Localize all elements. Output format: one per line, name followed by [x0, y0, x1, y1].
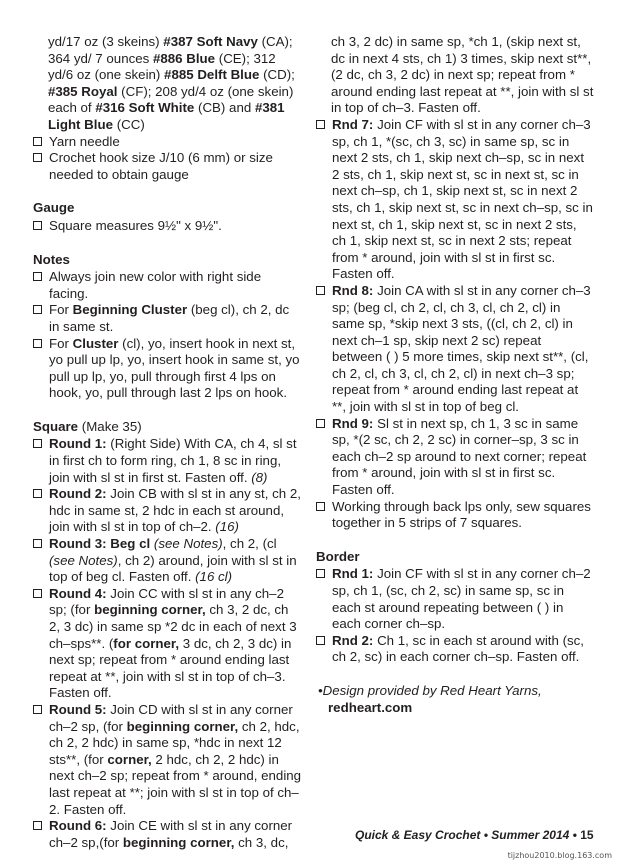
design-credit-url: redheart.com — [328, 699, 413, 715]
round6-continued: ch 3, 2 dc) in same sp, *ch 1, (skip next st, dc in next 4 sts, ch 1) 3 times, skip next st**, (2 dc, ch 3, 2 dc) in next sp; repeat from * around ending last repeat at **, join with sl st in top of ch–3. Fasten off. — [331, 34, 594, 116]
notes-heading: Notes — [33, 251, 70, 267]
square-rounds-list — [33, 436, 303, 851]
checkbox-square-icon — [33, 589, 42, 598]
rounds-list — [316, 117, 594, 532]
materials-continued: yd/17 oz (3 skeins) #387 Soft Navy (CA); 364 yd/ 7 ounces #886 Blue (CE); 312 yd/6 oz (one skein) #885 Delft Blue (CD); #385 Royal (CF); 208 yd/4 oz (one skein) each of #316 Soft White (CB) and #381 Light Blue (CC) — [48, 34, 295, 132]
checkbox-square-icon — [33, 821, 42, 830]
checklist-item-text: Round 2: Join CB with sl st in any st, ch 2, hdc in same st, 2 hdc in each st around, join with sl st in top of ch–2. (16) — [49, 486, 301, 535]
checklist-item-text: Round 6: Join CE with sl st in any corner ch–2 sp,(for beginning corner, ch 3, dc, — [49, 818, 293, 850]
checklist-item — [33, 150, 303, 183]
checklist-item — [316, 283, 594, 416]
left-column — [33, 34, 303, 851]
checklist-item-text: Rnd 1: Join CF with sl st in any corner ch–2 sp, ch 1, (sc, ch 2, sc) in same sp, sc in each st around repeating between ( ) in each corner ch–sp. — [332, 566, 591, 632]
checkbox-square-icon — [316, 636, 325, 645]
checkbox-square-icon — [33, 705, 42, 714]
checklist-item — [33, 486, 303, 536]
checkbox-square-icon — [316, 502, 325, 511]
checklist-item-text: Rnd 8: Join CA with sl st in any corner ch–3 sp; (beg cl, ch 2, cl, ch 3, cl, ch 2, cl) in same sp, *skip next 3 sts, ((cl, ch 2, cl) in next ch–1 sp, skip next 2 sc) repeat between ( ) 5 more times, skip next st**, (cl, ch 2, cl, ch 3, cl, ch 2, cl) in next ch–3 sp; repeat from * around ending last repeat at **, join with sl st in top of beg cl. — [332, 282, 591, 415]
checkbox-square-icon — [33, 305, 42, 314]
checklist-item — [33, 134, 303, 151]
gauge-list — [33, 218, 303, 235]
checklist-item-text: Rnd 7: Join CF with sl st in any corner ch–3 sp, ch 1, *(sc, ch 3, sc) in same sp, sc in next 2 sts, ch 1, skip next ch–sp, sc in next 2 sts, ch 1, skip next st, sc in next st, sc in next ch–sp, ch 1, skip next st, sc in next 2 sts, ch 1, skip next st, sc in next ch–sp, sc in next st, ch 1, skip next st, sc in next 2 sts, ch 1, skip next st, sc in next 2 sts; repeat from * around, join with sl st in first sc. Fasten off. — [332, 116, 593, 282]
checklist-item — [33, 269, 303, 302]
checklist-item — [316, 566, 594, 632]
checklist-item — [33, 302, 303, 335]
checklist-item-text: Round 1: (Right Side) With CA, ch 4, sl st in first ch to form ring, ch 1, 8 sc in ring, join with sl st in first st. Fasten off. (8) — [49, 436, 297, 485]
checklist-item-text: Working through back lps only, sew squares together in 5 strips of 7 squares. — [332, 498, 591, 531]
checklist-item-text: Always join new color with right side facing. — [49, 269, 262, 301]
checklist-item — [33, 702, 303, 818]
checkbox-square-icon — [33, 153, 42, 162]
checklist-item-text: For Beginning Cluster (beg cl), ch 2, dc in same st. — [49, 302, 290, 334]
checkbox-square-icon — [33, 339, 42, 348]
checklist-item — [316, 416, 594, 499]
checklist-item — [33, 336, 303, 402]
checklist-item — [33, 586, 303, 702]
checklist-item-text: Rnd 2: Ch 1, sc in each st around with (sc, ch 2, sc) in each corner ch–sp. Fasten off. — [332, 632, 585, 665]
checklist-item-text: Rnd 9: Sl st in next sp, ch 1, 3 sc in same sp, *(2 sc, ch 2, 2 sc) in corner–sp, 3 sc in each ch–2 sp around to next corner; repeat from * around, join with sl st in first sc. Fasten off. — [332, 415, 587, 498]
checkbox-square-icon — [316, 419, 325, 428]
checklist-item — [33, 436, 303, 486]
checklist-item-text: Yarn needle — [49, 133, 120, 149]
page-footer — [355, 828, 594, 842]
checkbox-square-icon — [33, 221, 42, 230]
checklist-item — [316, 633, 594, 666]
design-credit: •Design provided by Red Heart Yarns, — [318, 682, 542, 698]
checklist-item-text: Round 3: Beg cl (see Notes), ch 2, (cl (see Notes), ch 2) around, join with sl st in top of beg cl. Fasten off. (16 cl) — [49, 536, 297, 585]
notes-list — [33, 269, 303, 402]
checkbox-square-icon — [33, 539, 42, 548]
checklist-item-text: Crochet hook size J/10 (6 mm) or size needed to obtain gauge — [49, 150, 273, 182]
page-number: 15 — [580, 828, 594, 842]
checklist-item-text: Round 5: Join CD with sl st in any corner ch–2 sp, (for beginning corner, ch 2, hdc, ch 2, 2 hdc) in same sp, *hdc in next 12 sts**, (for corner, 2 hdc, ch 2, 2 hdc) in next ch–2 sp; repeat from * around, ending last repeat at **; join with sl st in top of ch–2. Fasten off. — [49, 701, 302, 817]
square-heading-title: Square — [33, 418, 79, 434]
checkbox-square-icon — [33, 489, 42, 498]
border-heading: Border — [316, 548, 360, 564]
materials-list — [33, 134, 303, 184]
checklist-item — [33, 536, 303, 586]
checklist-item-text: For Cluster (cl), yo, insert hook in next st, yo pull up lp, yo, insert hook in same st, yo pull up lp, yo, pull through first 4 lps on hook, yo, pull through last 2 lps on hook. — [49, 335, 300, 401]
square-heading-note: (Make 35) — [81, 418, 142, 434]
checklist-item-text: Square measures 9½" x 9½". — [49, 217, 222, 233]
border-list — [316, 566, 594, 666]
checklist-item — [33, 218, 303, 235]
blog-watermark: tijzhou2010.blog.163.com — [507, 851, 612, 860]
checklist-item — [316, 499, 594, 532]
gauge-heading: Gauge — [33, 200, 75, 216]
checkbox-square-icon — [33, 272, 42, 281]
footer-magazine-title: Quick & Easy Crochet • Summer 2014 • — [355, 828, 577, 842]
checklist-item-text: Round 4: Join CC with sl st in any ch–2 sp; (for beginning corner, ch 3, 2 dc, ch 2, 3 dc) in same sp *2 dc in each of next 3 ch–sps**. (for corner, 3 dc, ch 2, 3 dc) in next sp; repeat from * around ending last repeat at **, join with sl st in top of ch–3. Fasten off. — [49, 585, 297, 701]
checkbox-square-icon — [33, 439, 42, 448]
checklist-item — [316, 117, 594, 283]
checkbox-square-icon — [316, 569, 325, 578]
checklist-item — [33, 818, 303, 851]
checkbox-square-icon — [316, 286, 325, 295]
square-heading — [33, 419, 303, 436]
checkbox-square-icon — [316, 120, 325, 129]
right-column — [316, 34, 594, 716]
checkbox-square-icon — [33, 137, 42, 146]
